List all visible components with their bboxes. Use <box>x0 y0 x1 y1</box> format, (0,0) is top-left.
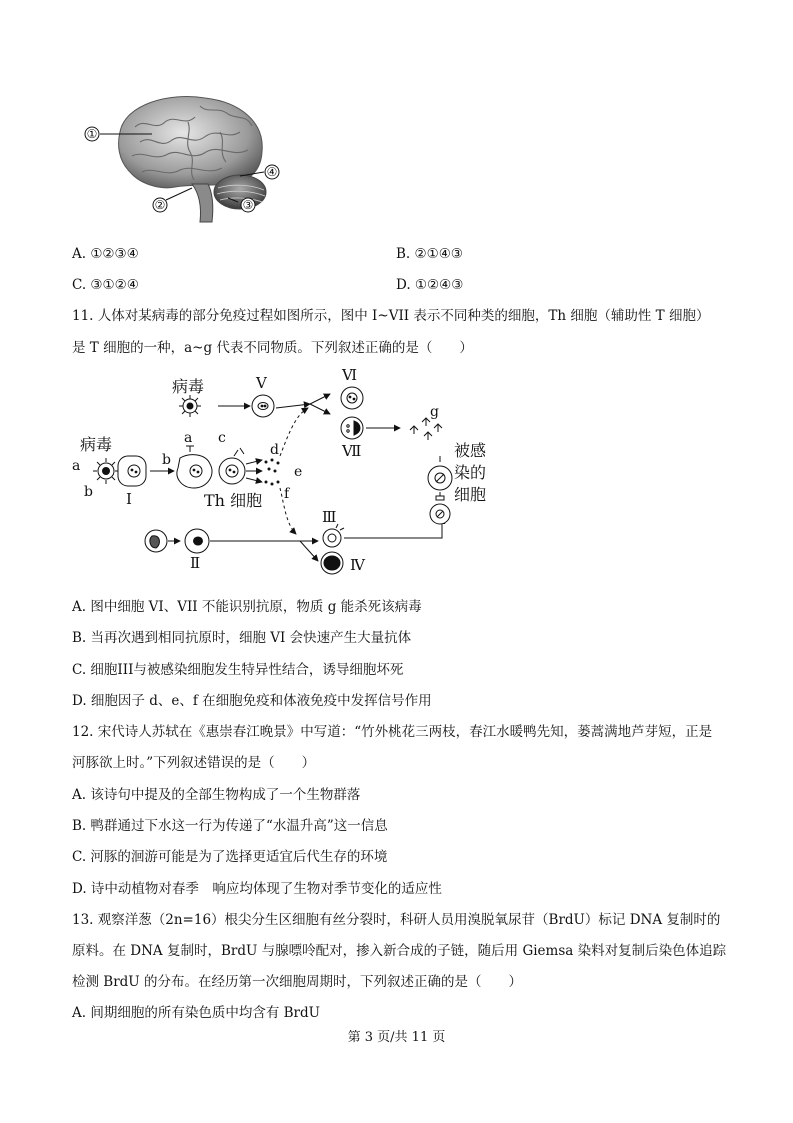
letter-b-apc: b <box>162 452 171 468</box>
immune-process-figure <box>70 364 510 580</box>
q11-option-c[interactable]: C. 细胞III与被感染细胞发生特异性结合，诱导细胞坏死 <box>72 662 404 678</box>
page-footer: 第 3 页/共 11 页 <box>347 1030 446 1045</box>
brain-label-3: ③ <box>242 198 254 212</box>
cytokine-dots <box>265 459 280 486</box>
cerebellum-shape <box>214 175 266 209</box>
roman-iii: Ⅲ <box>322 508 337 526</box>
brain-label-2: ② <box>154 198 166 212</box>
letter-a-apc: a <box>184 430 193 446</box>
q12-option-b[interactable]: B. 鸭群通过下水这一行为传递了“水温升高”这一信息 <box>72 818 388 834</box>
brain-label-4: ④ <box>266 165 278 179</box>
q10-option-a[interactable]: A. ①②③④ <box>72 246 139 262</box>
roman-ii: Ⅱ <box>190 554 201 572</box>
q10-option-d[interactable]: D. ①②④③ <box>396 277 464 293</box>
th-cell-label: Th 细胞 <box>204 491 263 510</box>
q11-option-d[interactable]: D. 细胞因子 d、e、f 在细胞免疫和体液免疫中发挥信号作用 <box>72 693 432 709</box>
letter-e: e <box>294 464 303 480</box>
brainstem-shape <box>192 184 213 222</box>
antibody-g-icon <box>410 418 442 440</box>
roman-vi: Ⅵ <box>342 366 358 384</box>
q13-option-a[interactable]: A. 间期细胞的所有染色质中均含有 BrdU <box>72 1005 321 1021</box>
virus-top-icon <box>179 395 201 417</box>
infected-label-3: 细胞 <box>454 485 487 504</box>
roman-vii: Ⅶ <box>342 442 362 460</box>
q12-stem-line1: 12. 宋代诗人苏轼在《惠崇春江晚景》中写道：“竹外桃花三两枝，春江水暖鸭先知，蒌蒿满地芦芽短，正是 <box>72 724 713 740</box>
virus-left-label: 病毒 <box>80 435 113 454</box>
cell-vi-shape <box>341 387 363 409</box>
brain-label-1: ① <box>86 127 98 141</box>
q11-option-b[interactable]: B. 当再次遇到相同抗原时，细胞 VI 会快速产生大量抗体 <box>72 630 412 646</box>
letter-a-left: a <box>72 458 81 474</box>
apc-cell-shape <box>177 455 212 488</box>
cell-iii-shape <box>323 529 341 547</box>
infected-label-2: 染的 <box>454 463 487 482</box>
roman-iv: Ⅳ <box>350 556 365 574</box>
infected-label-1: 被感 <box>454 441 487 460</box>
roman-i: I <box>126 490 132 508</box>
q12-option-d[interactable]: D. 诗中动植物对春季 响应均体现了生物对季节变化的适应性 <box>72 881 442 897</box>
letter-d: d <box>270 442 279 458</box>
q12-option-a[interactable]: A. 该诗句中提及的全部生物构成了一个生物群落 <box>72 787 361 803</box>
letter-c: c <box>218 430 226 446</box>
q11-stem-line2: 是 T 细胞的一种，a~g 代表不同物质。下列叙述正确的是（ ） <box>72 340 473 356</box>
letter-g: g <box>430 404 439 420</box>
q13-stem-line1: 13. 观察洋葱（2n=16）根尖分生区细胞有丝分裂时，科研人员用溴脱氧尿苷（BrdU）标记 DNA 复制时的 <box>72 912 721 928</box>
th-cell-shape <box>219 458 245 484</box>
brain-figure <box>80 92 290 227</box>
q10-option-c[interactable]: C. ③①②④ <box>72 277 139 293</box>
q13-stem-line2: 原料。在 DNA 复制时，BrdU 与腺嘌呤配对，掺入新合成的子链，随后用 Giemsa 染料对复制后染色体追踪 <box>72 943 727 959</box>
letter-b-left: b <box>84 484 93 500</box>
letter-f: f <box>284 486 290 502</box>
q13-stem-line3: 检测 BrdU 的分布。在经历第一次细胞周期时，下列叙述正确的是（ ） <box>72 974 522 990</box>
q12-stem-line2: 河豚欲上时。”下列叙述错误的是（ ） <box>72 755 316 771</box>
roman-v: V <box>256 374 267 392</box>
q11-option-a[interactable]: A. 图中细胞 VI、VII 不能识别抗原，物质 g 能杀死该病毒 <box>72 599 422 615</box>
q12-option-c[interactable]: C. 河豚的洄游可能是为了选择更适宜后代生存的环境 <box>72 849 388 865</box>
virus-left-icon <box>93 458 119 484</box>
q10-option-b[interactable]: B. ②①④③ <box>396 246 463 262</box>
q11-stem-line1: 11. 人体对某病毒的部分免疫过程如图所示，图中 I~VII 表示不同种类的细胞，Th 细胞（辅助性 T 细胞） <box>72 308 710 324</box>
virus-top-label: 病毒 <box>172 377 205 396</box>
